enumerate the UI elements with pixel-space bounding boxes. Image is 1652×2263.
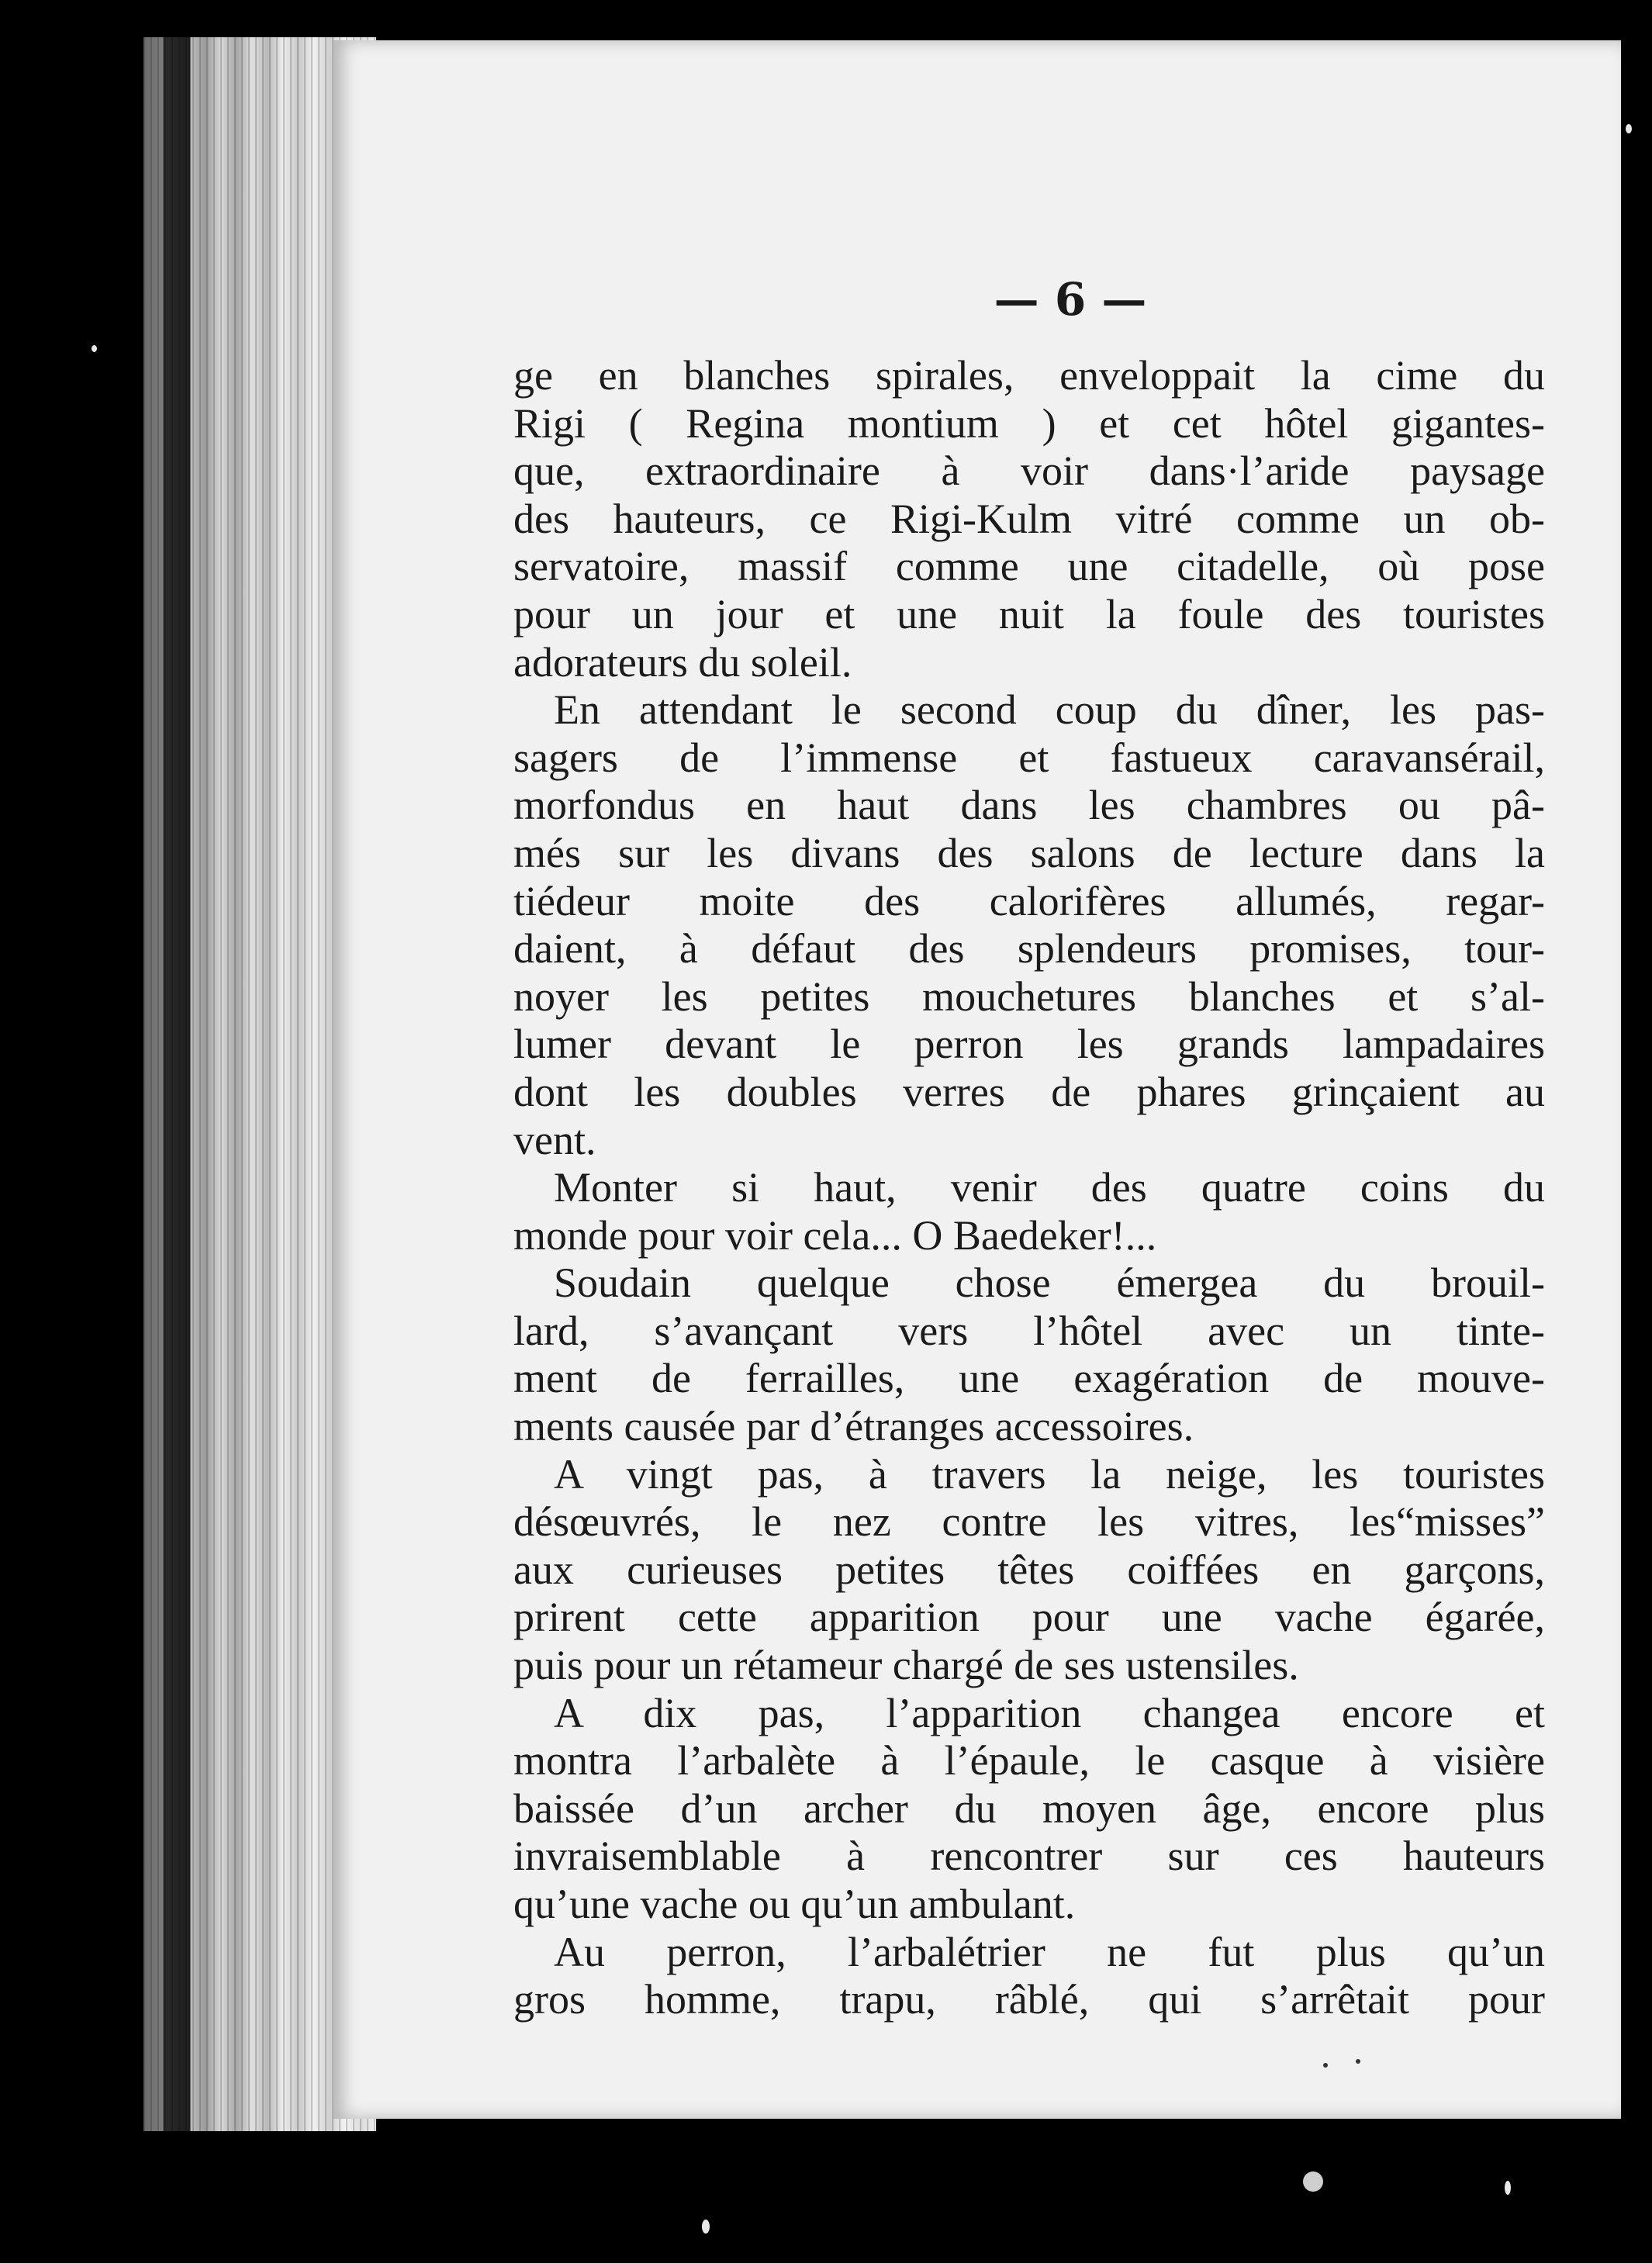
text-line: montra l’arbalète à l’épaule, le casque à visière [513, 1737, 1545, 1784]
text-line: prirent cette apparition pour une vache égarée, [513, 1594, 1545, 1641]
text-line: monde pour voir cela... O Baedeker!... [513, 1211, 1157, 1259]
text-line: ment de ferrailles, une exagération de mouve- [513, 1355, 1545, 1402]
text-line: des hauteurs, ce Rigi-Kulm vitré comme un ob- [513, 495, 1545, 542]
text-line: tiédeur moite des calorifères allumés, regar- [513, 877, 1545, 924]
text-line: A vingt pas, à travers la neige, les touristes [554, 1450, 1545, 1498]
text-line: A dix pas, l’apparition changea encore et [554, 1689, 1545, 1736]
text-line: Au perron, l’arbalétrier ne fut plus qu’un [554, 1928, 1545, 1975]
text-line: désœuvrés, le nez contre les vitres, les“misses” [513, 1498, 1545, 1546]
text-line: adorateurs du soleil. [513, 638, 852, 686]
text-line: baissée d’un archer du moyen âge, encore plus [513, 1784, 1545, 1832]
text-line: sagers de l’immense et fastueux caravansérail, [513, 734, 1545, 781]
text-line: més sur les divans des salons de lecture dans la [513, 829, 1545, 876]
text-line: daient, à défaut des splendeurs promises, tour- [513, 925, 1545, 973]
book-page [334, 40, 1621, 2119]
text-line: En attendant le second coup du dîner, les pas- [554, 686, 1545, 734]
text-line: dont les doubles verres de phares grinçaient au [513, 1068, 1545, 1115]
text-line: gros homme, trapu, râblé, qui s’arrêtait pour [513, 1976, 1545, 2023]
text-line: pour un jour et une nuit la foule des touristes [513, 590, 1545, 637]
body-text [513, 352, 1545, 2024]
text-line: morfondus en haut dans les chambres ou pâ- [513, 782, 1545, 829]
text-line: vent. [513, 1116, 596, 1163]
dust-speck [702, 2220, 710, 2234]
text-line: ments causée par d’étranges accessoires. [513, 1403, 1194, 1450]
text-line: lard, s’avançant vers l’hôtel avec un tinte- [513, 1307, 1545, 1354]
text-line: invraisemblable à rencontrer sur ces hauteurs [513, 1833, 1545, 1880]
dust-speck [1356, 2059, 1360, 2064]
text-line: servatoire, massif comme une citadelle, où pose [513, 543, 1545, 590]
text-line: aux curieuses petites têtes coiffées en garçons, [513, 1546, 1545, 1593]
dust-speck [1626, 124, 1632, 133]
text-line: lumer devant le perron les grands lampadaires [513, 1021, 1545, 1068]
dust-speck [92, 345, 97, 352]
text-line: noyer les petites mouchetures blanches et s’al- [513, 973, 1545, 1020]
text-line: puis pour un rétameur chargé de ses ustensiles. [513, 1642, 1299, 1689]
text-line: Soudain quelque chose émergea du brouil- [554, 1259, 1545, 1307]
text-line: Rigi ( Regina montium ) et cet hôtel gigantes- [513, 399, 1545, 447]
text-line: Monter si haut, venir des quatre coins du [554, 1164, 1545, 1211]
text-line: que, extraordinaire à voir dans·l’aride paysage [513, 447, 1545, 495]
dust-speck [1303, 2171, 1323, 2192]
page-number: — 6 — [994, 273, 1147, 326]
text-line: ge en blanches spirales, enveloppait la cime du [513, 352, 1545, 399]
text-line: qu’une vache ou qu’un ambulant. [513, 1881, 1076, 1927]
dust-speck [1323, 2063, 1328, 2068]
dust-speck [1505, 2181, 1511, 2195]
